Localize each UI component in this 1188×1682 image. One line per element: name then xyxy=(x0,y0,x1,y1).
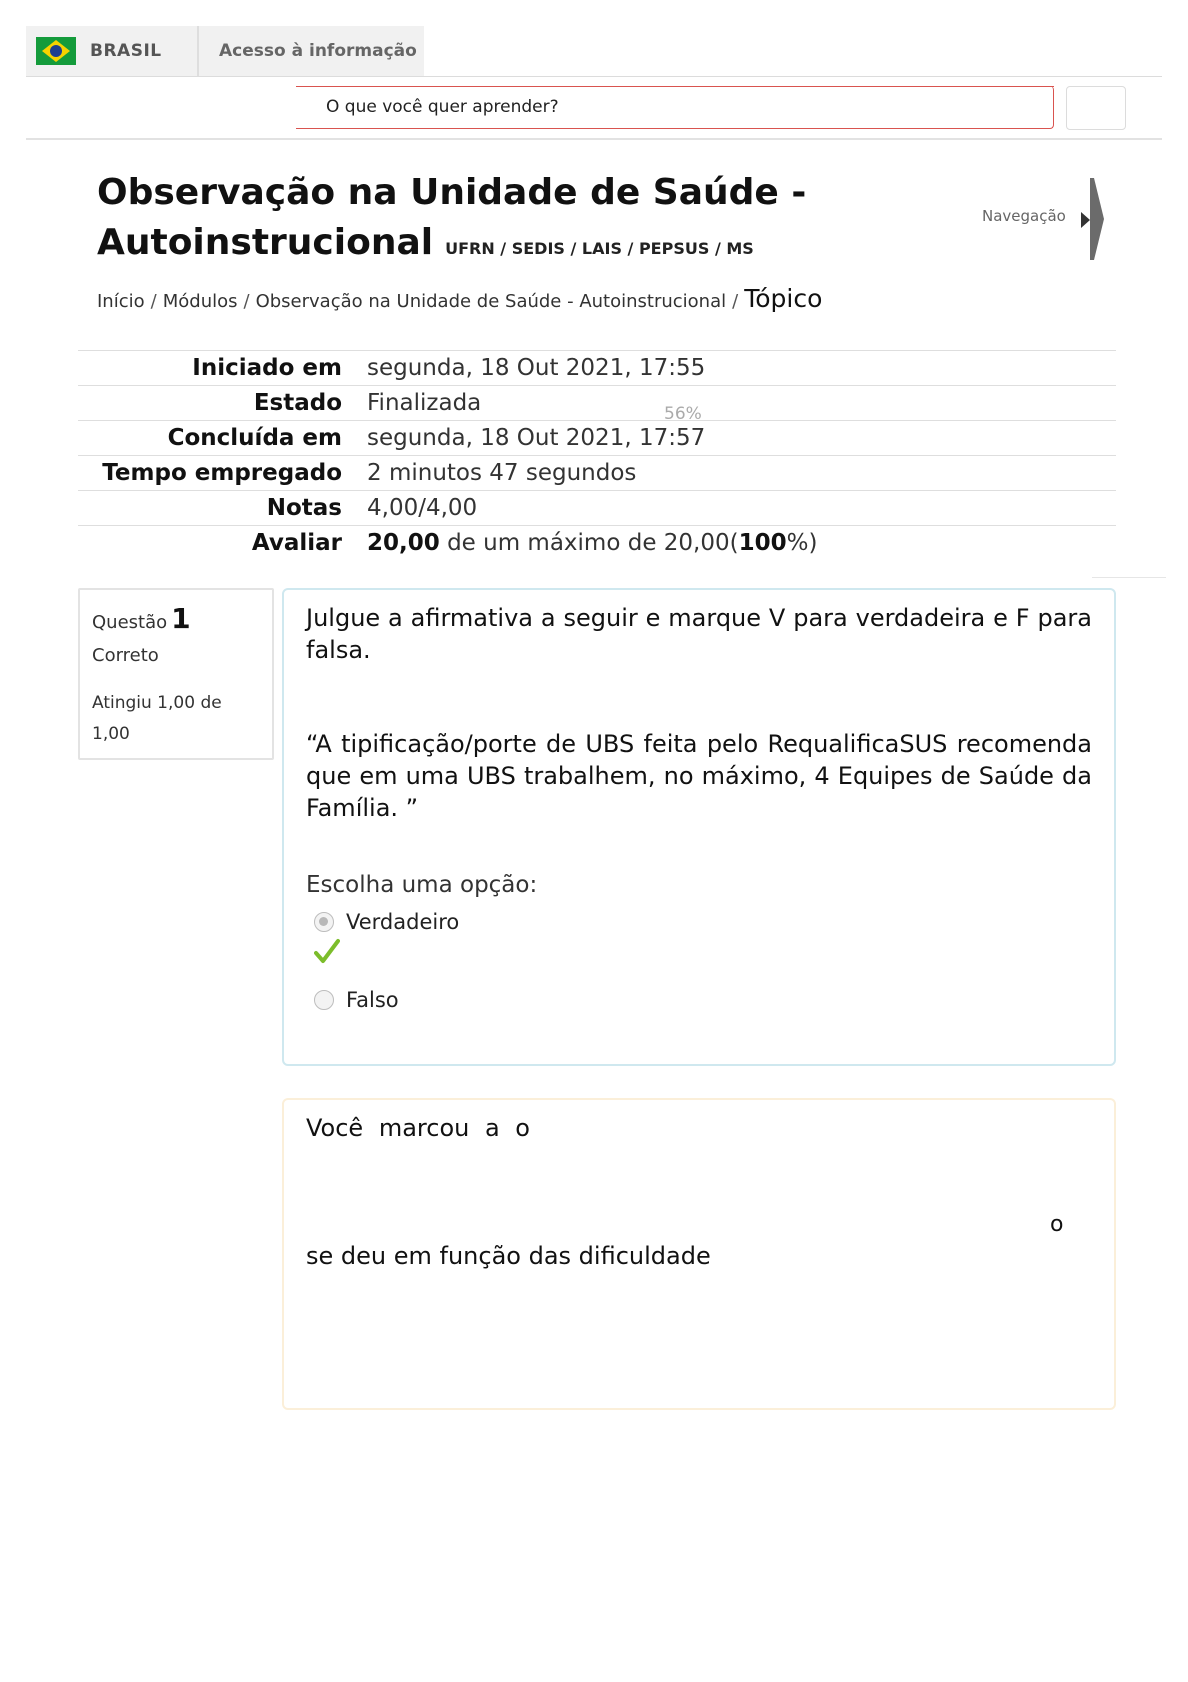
option-label: Verdadeiro xyxy=(346,910,460,934)
breadcrumb-separator: / xyxy=(732,291,739,312)
summary-row xyxy=(78,525,1116,560)
answer-prompt: Escolha uma opção: xyxy=(306,872,538,898)
summary-value: segunda, 18 Out 2021, 17:55 xyxy=(367,355,706,381)
gov-brasil-label: BRASIL xyxy=(90,41,162,61)
feedback-line: se deu em função das dificuldade xyxy=(306,1242,711,1270)
navigation-drawer-handle[interactable] xyxy=(1090,178,1104,260)
summary-label: Iniciado em xyxy=(192,355,342,381)
course-title: Observação na Unidade de Saúde - Autoinstrucional xyxy=(97,172,807,263)
feedback-panel xyxy=(282,1098,1116,1410)
summary-value-grade xyxy=(342,530,817,556)
breadcrumb-topico: Tópico xyxy=(744,284,823,313)
gov-bar xyxy=(26,26,424,76)
correct-check-icon xyxy=(314,938,1092,968)
grade-max-text: de um máximo de 20,00( xyxy=(439,530,739,556)
question-statement: “A tipificação/porte de UBS feita pelo RequalificaSUS recomenda que em uma UBS trabalhem, no máximo, 4 Equipes de Saúde da Família. ” xyxy=(306,730,1092,822)
header-divider xyxy=(26,138,1162,140)
summary-row xyxy=(78,385,1116,420)
search-input[interactable] xyxy=(296,86,1054,129)
question-number: 1 xyxy=(171,602,191,635)
summary-row xyxy=(78,420,1116,455)
search-button[interactable] xyxy=(1066,86,1126,130)
question-content-panel xyxy=(282,588,1116,1066)
course-subtitle: UFRN / SEDIS / LAIS / PEPSUS / MS xyxy=(445,239,754,258)
summary-label: Notas xyxy=(266,495,342,521)
breadcrumb-separator: / xyxy=(243,291,250,312)
radio-unchecked-icon[interactable] xyxy=(314,990,334,1010)
breadcrumb-modulos[interactable]: Módulos xyxy=(162,291,238,312)
caret-right-icon[interactable] xyxy=(1081,212,1090,228)
question-number-line xyxy=(92,602,260,635)
page-title xyxy=(97,168,857,274)
summary-value: 2 minutos 47 segundos xyxy=(367,460,637,486)
attempt-summary-table xyxy=(78,350,1116,560)
navigation-toggle-label[interactable]: Navegação xyxy=(982,207,1066,225)
question-state: Correto xyxy=(92,645,159,666)
search-placeholder: O que você quer aprender? xyxy=(326,97,559,117)
summary-row xyxy=(78,490,1116,525)
radio-checked-icon[interactable] xyxy=(314,912,334,932)
summary-label: Concluída em xyxy=(167,425,342,451)
breadcrumb-inicio[interactable]: Início xyxy=(97,291,145,312)
divider xyxy=(1092,577,1166,578)
acesso-informacao-link[interactable]: Acesso à informação xyxy=(199,26,424,76)
gov-brasil-link[interactable] xyxy=(26,26,199,76)
question-info-panel xyxy=(78,588,274,760)
gov-divider xyxy=(26,76,1162,77)
grade-value: 20,00 xyxy=(367,530,440,556)
question-label: Questão xyxy=(92,612,168,633)
summary-label: Avaliar xyxy=(251,530,342,556)
grade-percent-suffix: %) xyxy=(786,530,818,556)
question-instruction: Julgue a afirmativa a seguir e marque V para verdadeira e F para falsa. xyxy=(306,604,1092,664)
feedback-fragment: o xyxy=(1050,1212,1064,1237)
breadcrumb-separator: / xyxy=(150,291,157,312)
summary-row xyxy=(78,455,1116,490)
option-verdadeiro[interactable] xyxy=(306,910,1092,934)
breadcrumb xyxy=(97,284,822,313)
grade-percent: 100 xyxy=(738,530,787,556)
summary-value: Finalizada xyxy=(367,390,482,416)
option-falso[interactable] xyxy=(306,988,1092,1012)
summary-value: segunda, 18 Out 2021, 17:57 xyxy=(367,425,706,451)
question-grade: Atingiu 1,00 de 1,00 xyxy=(92,693,222,744)
feedback-line: Você marcou a o xyxy=(306,1114,530,1142)
summary-label: Estado xyxy=(253,390,342,416)
question-text xyxy=(306,602,1092,824)
watermark-percent: 56% xyxy=(664,404,702,424)
summary-row xyxy=(78,350,1116,385)
brazil-flag-icon xyxy=(36,37,76,65)
breadcrumb-course[interactable]: Observação na Unidade de Saúde - Autoinstrucional xyxy=(255,291,727,312)
option-label: Falso xyxy=(346,988,399,1012)
summary-label: Tempo empregado xyxy=(102,460,342,486)
summary-value: 4,00/4,00 xyxy=(367,495,478,521)
